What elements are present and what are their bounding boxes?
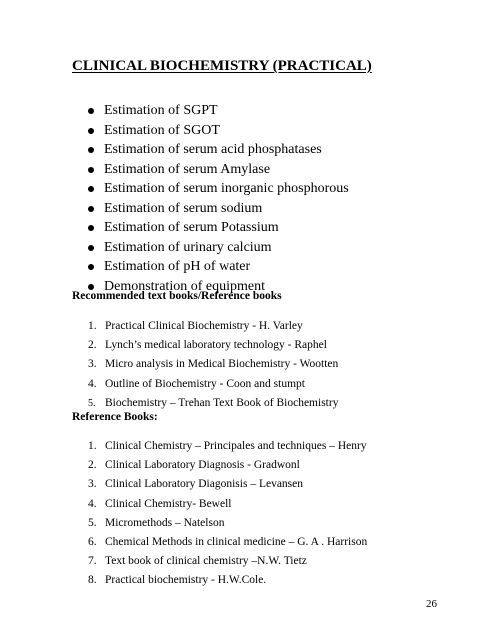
book-title: Text book of clinical chemistry –N.W. Tietz: [105, 555, 307, 568]
list-item: Estimation of urinary calcium: [88, 238, 349, 258]
book-title: Outline of Biochemistry - Coon and stumpt: [105, 377, 305, 390]
list-item: [88, 495, 367, 514]
bullet-icon: [88, 245, 94, 251]
practical-list: [88, 101, 349, 296]
item-number: 5.: [88, 397, 96, 409]
reference-books-heading: Reference Books:: [72, 411, 158, 423]
item-number: 8.: [88, 574, 97, 587]
list-item: Estimation of pH of water: [88, 257, 349, 277]
item-number: 3.: [88, 358, 97, 371]
item-number: 3.: [88, 478, 97, 491]
book-title: Practical biochemistry - H.W.Cole.: [105, 574, 267, 587]
list-item: Estimation of serum Amylase: [88, 160, 349, 180]
item-number: 4.: [88, 377, 97, 390]
list-item: Estimation of SGOT: [88, 121, 349, 141]
list-item: [88, 375, 338, 394]
book-title: Lynch’s medical laboratory technology - Raphel: [105, 339, 327, 352]
list-item: Estimation of serum acid phosphatases: [88, 140, 349, 160]
book-title: Chemical Methods in clinical medicine – G. A . Harrison: [105, 535, 368, 548]
bullet-icon: [88, 284, 94, 290]
book-title: Practical Clinical Biochemistry - H. Varley: [105, 320, 303, 332]
book-title: Biochemistry – Trehan Text Book of Biochemistry: [105, 396, 339, 409]
bullet-icon: [88, 108, 94, 114]
bullet-icon: [88, 186, 94, 192]
list-item: Estimation of serum inorganic phosphorous: [88, 179, 349, 199]
item-number: 5.: [88, 516, 97, 529]
bullet-icon: [88, 128, 94, 134]
book-title: Clinical Laboratory Diagonisis – Levansen: [105, 478, 304, 491]
item-number: 1.: [88, 440, 97, 452]
book-title: Micromethods – Natelson: [105, 516, 225, 529]
book-title: Clinical Chemistry – Principales and techniques – Henry: [105, 440, 367, 452]
list-item: [88, 514, 367, 533]
item-number: 6.: [88, 535, 97, 548]
list-item: [88, 336, 338, 355]
list-item: [88, 533, 367, 552]
recommended-books-list: [88, 317, 338, 413]
recommended-books-heading: Recommended text books/Reference books: [72, 290, 282, 302]
item-number: 1.: [88, 320, 97, 332]
item-number: 4.: [88, 497, 97, 510]
list-item: Estimation of SGPT: [88, 101, 349, 121]
list-item: [88, 475, 367, 494]
list-item: [88, 437, 367, 456]
item-number: 2.: [88, 459, 97, 472]
list-item: [88, 571, 367, 590]
list-item: Estimation of serum Potassium: [88, 218, 349, 238]
list-item: [88, 317, 338, 336]
bullet-icon: [88, 167, 94, 173]
bullet-icon: [88, 206, 94, 212]
book-title: Clinical Chemistry- Bewell: [105, 497, 232, 510]
list-item: [88, 552, 367, 571]
item-number: 2.: [88, 339, 97, 352]
item-number: 7.: [88, 555, 97, 568]
list-item: [88, 456, 367, 475]
book-title: Clinical Laboratory Diagnosis - Gradwonl: [105, 459, 300, 472]
list-item: Demonstration of equipment: [88, 277, 349, 297]
bullet-icon: [88, 264, 94, 270]
bullet-icon: [88, 147, 94, 153]
page-title: CLINICAL BIOCHEMISTRY (PRACTICAL): [72, 58, 372, 74]
reference-books-list: [88, 437, 367, 591]
book-title: Micro analysis in Medical Biochemistry - Wootten: [105, 358, 339, 371]
list-item: [88, 355, 338, 374]
bullet-icon: [88, 225, 94, 231]
list-item: Estimation of serum sodium: [88, 199, 349, 219]
page-number: 26: [426, 598, 437, 610]
